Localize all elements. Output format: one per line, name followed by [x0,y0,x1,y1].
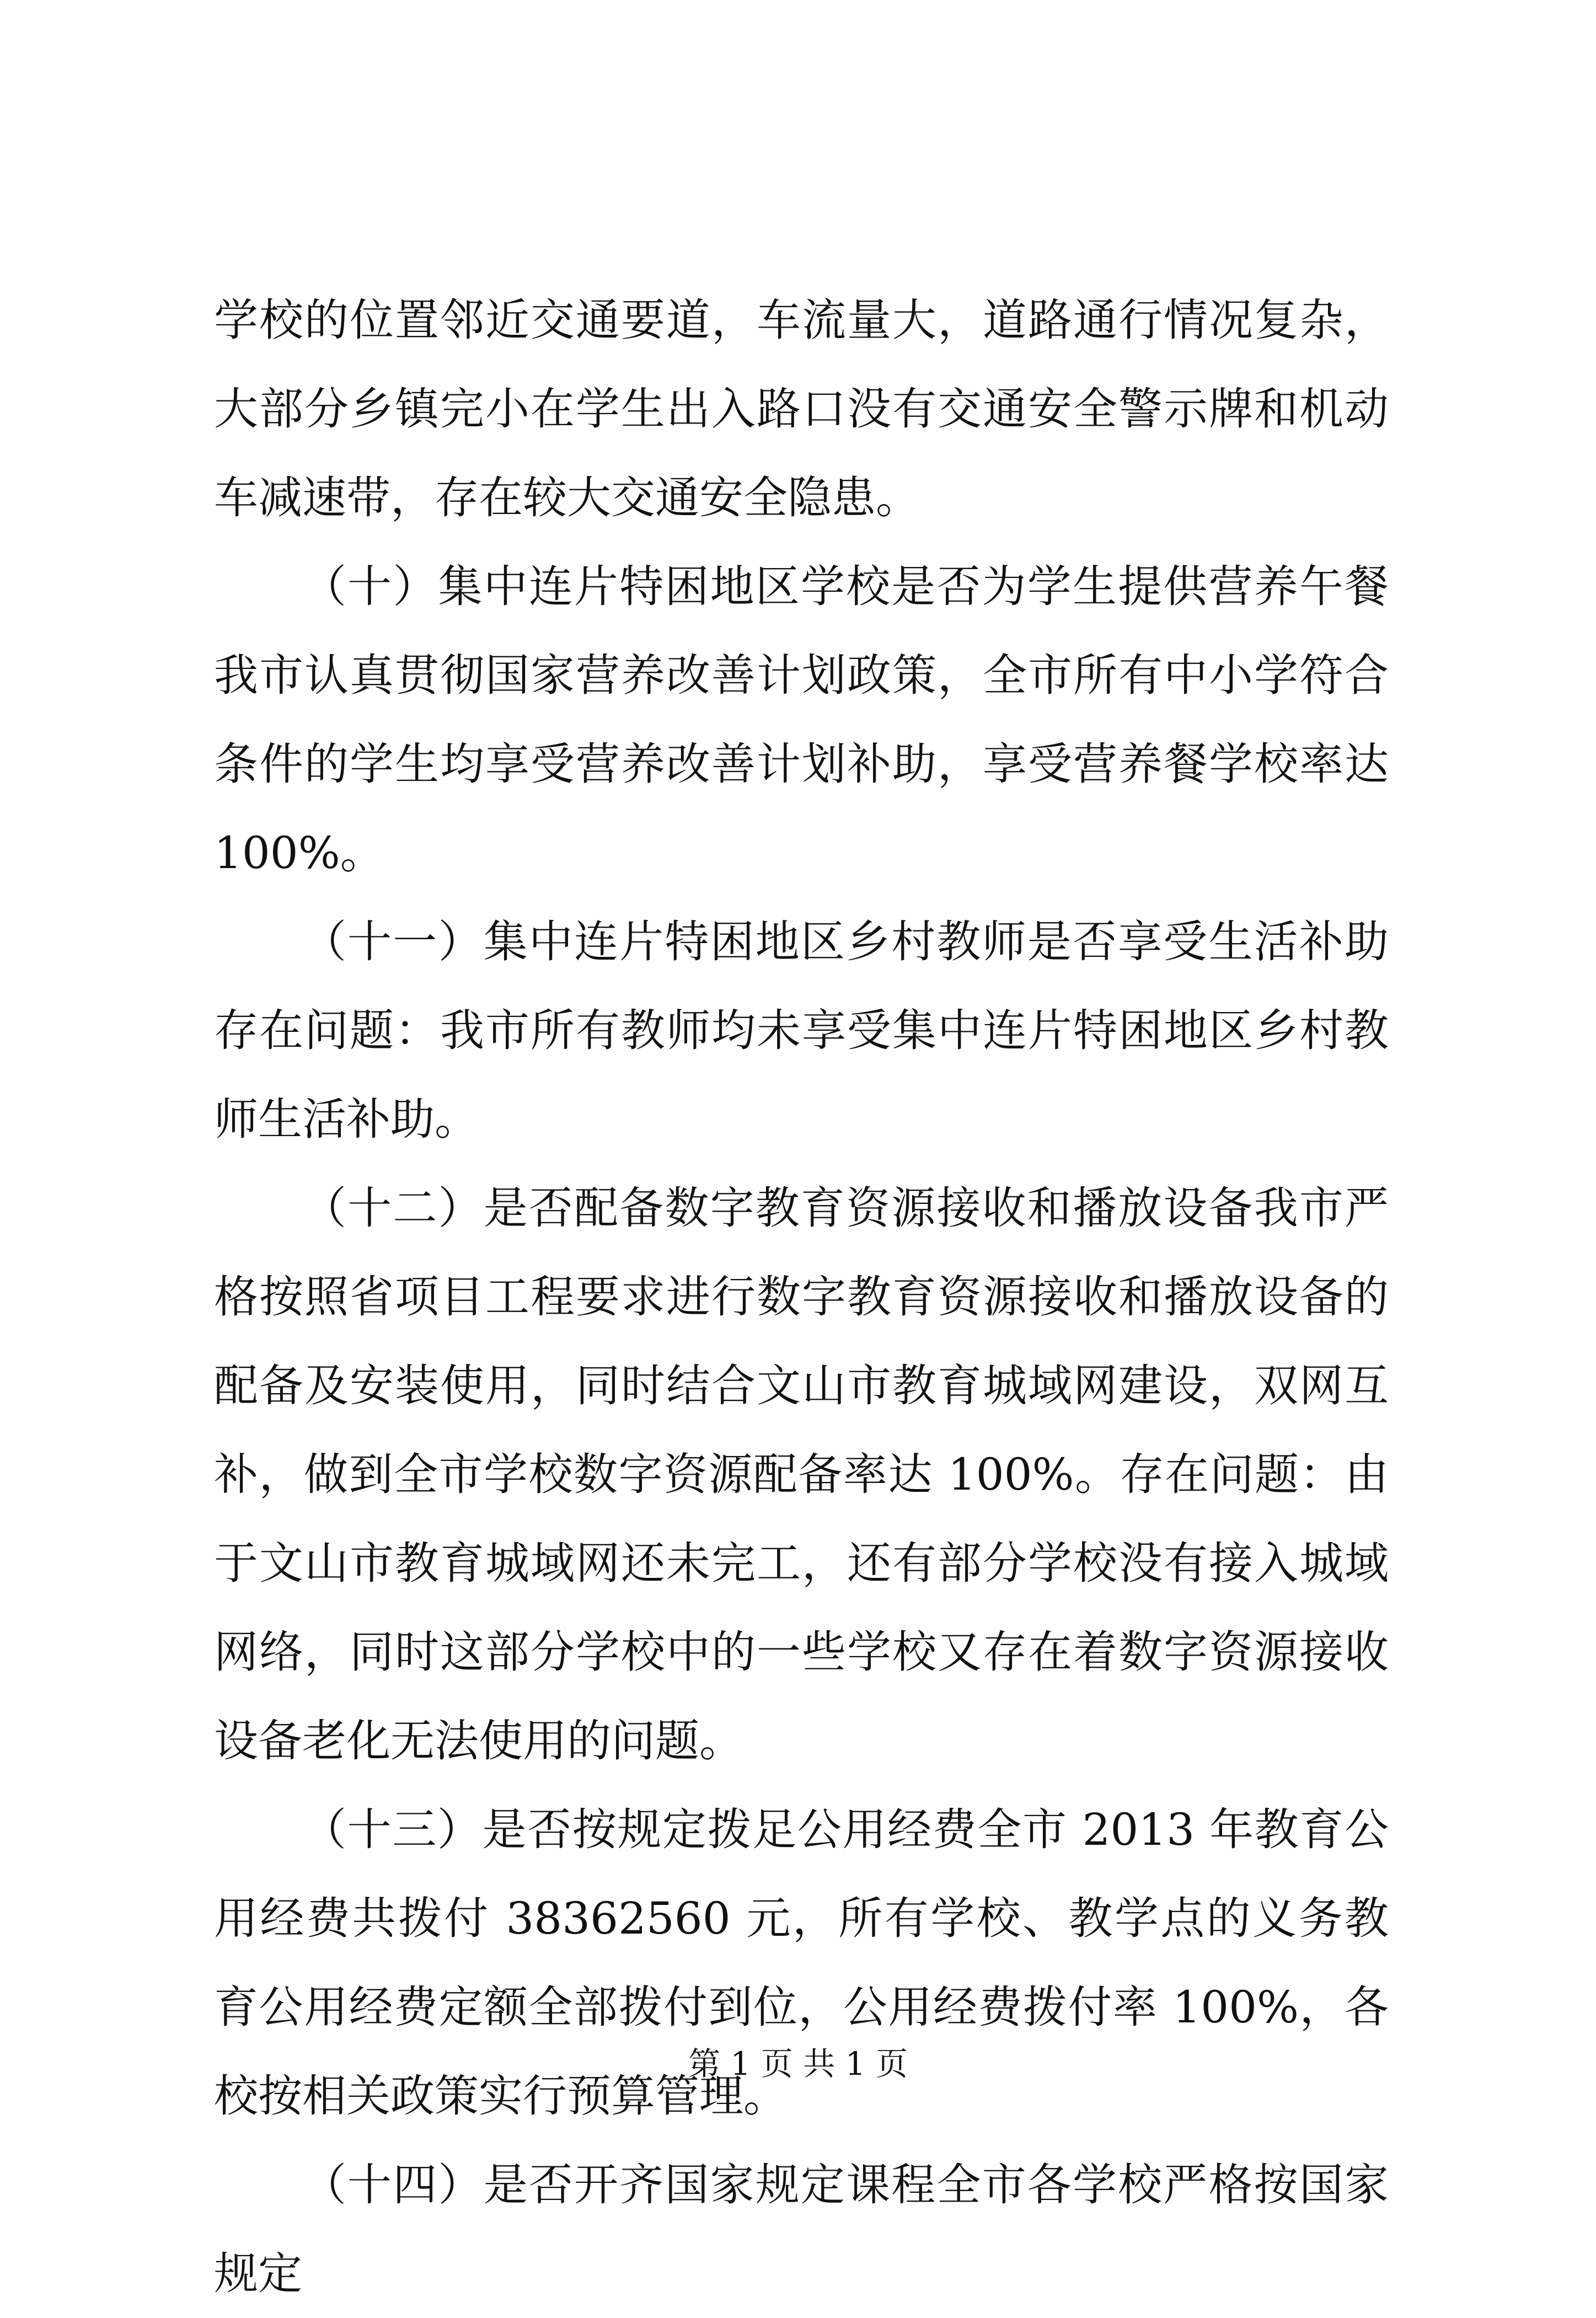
paragraph-item-11: （十一）集中连片特困地区乡村教师是否享受生活补助存在问题：我市所有教师均未享受集中连片特困地区乡村教师生活补助。 [214,916,1389,1145]
paragraph-item-10: （十）集中连片特困地区学校是否为学生提供营养午餐我市认真贯彻国家营养改善计划政策，全市所有中小学符合条件的学生均享受营养改善计划补助，享受营养餐学校率达 100%。 [214,561,1389,879]
paragraph-item-13: （十三）是否按规定拨足公用经费全市 2013 年教育公用经费共拨付 38362560 元，所有学校、教学点的义务教育公用经费定额全部拨付到位，公用经费拨付率 100%，各校按相关政策实行预算管理。 [214,1804,1389,2122]
paragraph-item-12: （十二）是否配备数字教育资源接收和播放设备我市严格按照省项目工程要求进行数字教育资源接收和播放设备的配备及安装使用，同时结合文山市教育城域网建设，双网互补，做到全市学校数字资源配备率达 100%。存在问题：由于文山市教育城域网还未完工，还有部分学校没有接入城域网络，同时这部分学校中的一些学校又存在着数字资源接收设备老化无法使用的问题。 [214,1182,1389,1766]
paragraph-item-14: （十四）是否开齐国家规定课程全市各学校严格按国家规定 [214,2159,1389,2299]
paragraph-continuation: 学校的位置邻近交通要道，车流量大，道路通行情况复杂，大部分乡镇完小在学生出入路口没有交通安全警示牌和机动车减速带，存在较大交通安全隐患。 [214,295,1389,523]
page-footer: 第 1 页 共 1 页 [688,2045,908,2083]
document-body [214,276,1389,2318]
